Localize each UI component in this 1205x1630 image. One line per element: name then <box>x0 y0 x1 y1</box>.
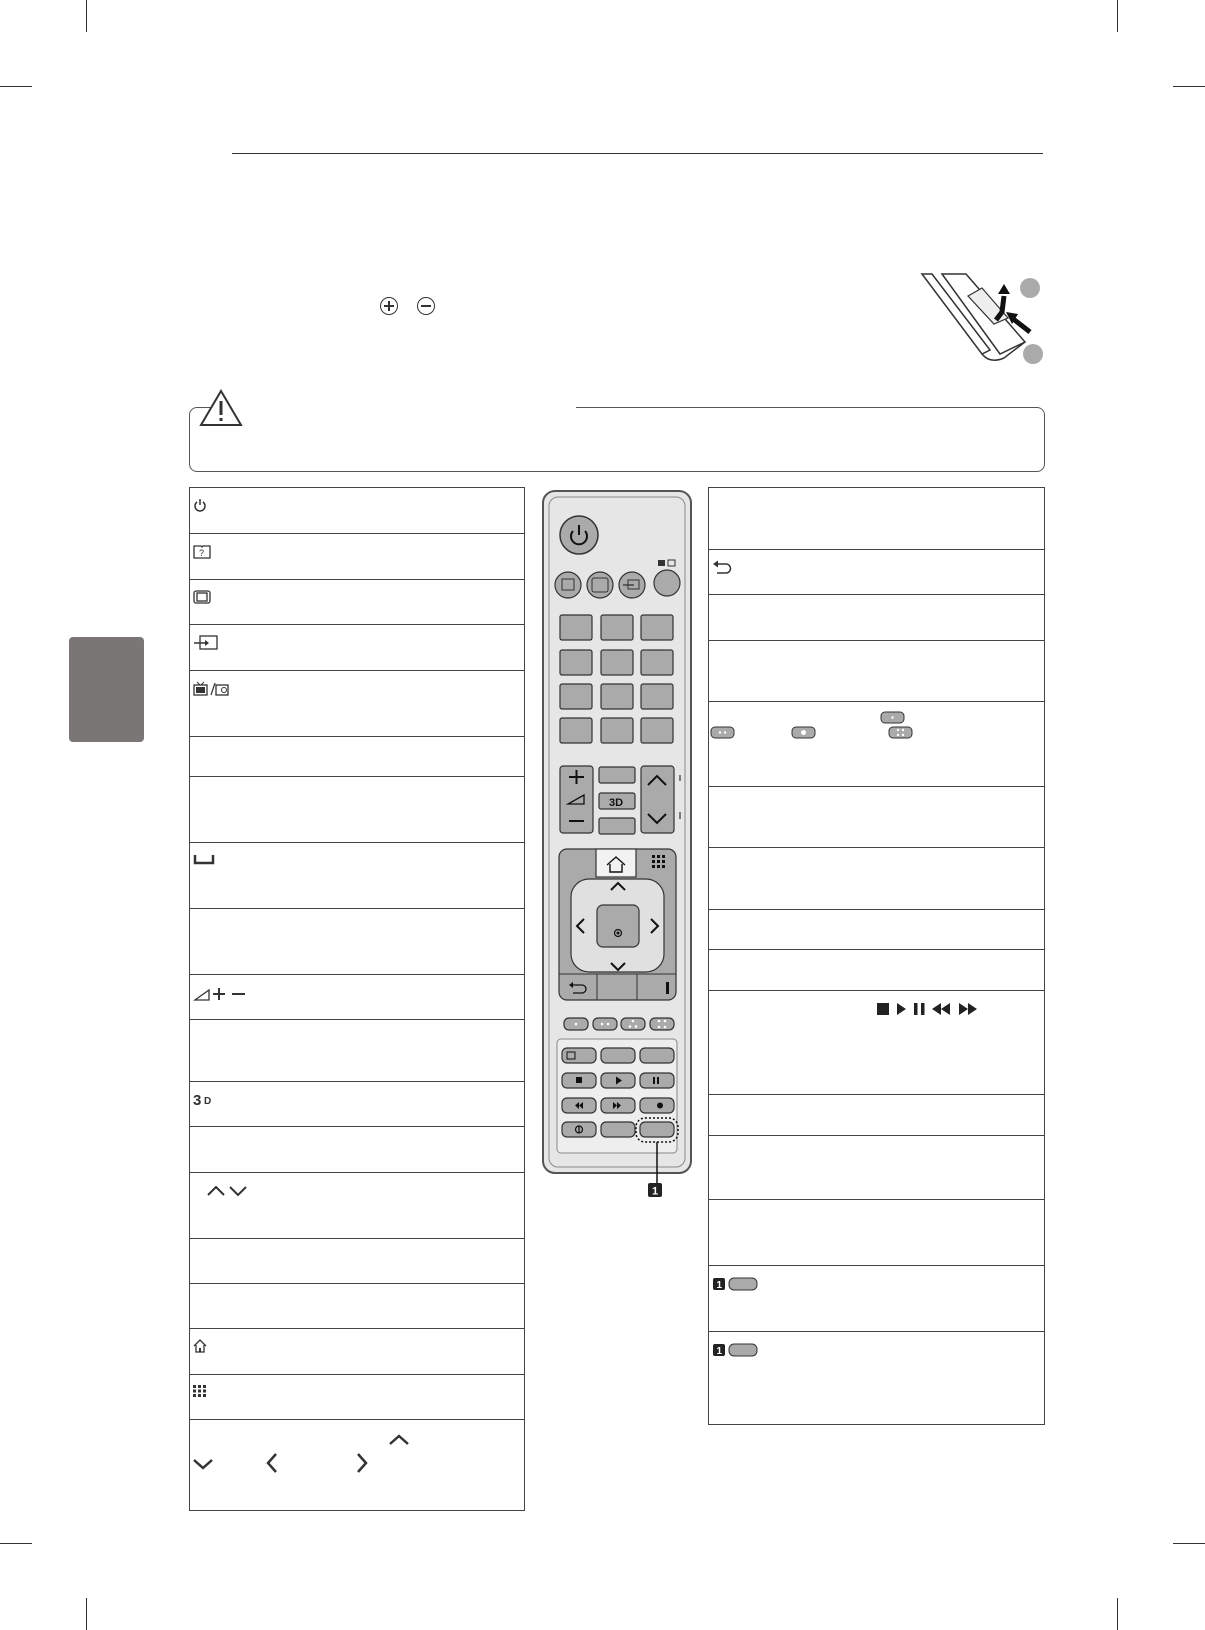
home-icon <box>193 1339 207 1353</box>
warning-triangle-icon <box>199 388 243 428</box>
playback-controls-icon <box>875 1001 1000 1017</box>
crop-mark <box>0 1543 32 1544</box>
crop-mark <box>1117 1598 1118 1630</box>
table-row <box>190 777 524 843</box>
table-row <box>190 1173 524 1239</box>
callout-badge <box>648 1183 662 1197</box>
table-row <box>709 641 1044 702</box>
table-row <box>190 1329 524 1375</box>
table-row <box>709 1266 1044 1332</box>
callout-1-key-icon <box>712 1276 762 1292</box>
table-row <box>709 848 1044 910</box>
table-row <box>709 1200 1044 1266</box>
space-icon <box>193 853 215 865</box>
svg-text:?: ? <box>199 548 205 558</box>
table-row <box>190 580 524 625</box>
ratio-icon <box>193 590 211 604</box>
table-row <box>190 671 524 737</box>
volume-plus-minus-icon <box>193 985 249 1003</box>
3d-icon <box>193 1092 219 1106</box>
chapter-tab <box>69 637 144 742</box>
header-rule <box>232 153 1043 154</box>
table-row <box>190 1127 524 1173</box>
remote-control-illustration <box>540 488 695 1188</box>
table-row <box>709 550 1044 595</box>
table-row <box>709 488 1044 550</box>
left-button-table <box>189 487 525 1511</box>
crop-mark <box>86 1598 87 1630</box>
input-icon <box>193 635 219 651</box>
svg-text:D: D <box>204 1096 212 1106</box>
tv-guide-icon <box>193 544 211 560</box>
caution-box-gap <box>230 406 576 410</box>
color-buttons-icon <box>709 710 929 740</box>
right-button-table <box>708 487 1045 1425</box>
table-row <box>190 975 524 1020</box>
minus-polarity-icon <box>417 297 435 315</box>
power-icon <box>193 498 207 512</box>
crop-mark <box>1173 86 1205 87</box>
table-row <box>190 1375 524 1420</box>
callout-label: 1 <box>652 1185 659 1197</box>
crop-mark <box>0 86 32 87</box>
crop-mark <box>1117 0 1118 32</box>
caution-box <box>189 407 1045 472</box>
table-row <box>190 1284 524 1329</box>
my-apps-icon <box>193 1385 207 1397</box>
table-row <box>190 843 524 909</box>
channel-up-down-icon <box>202 1183 262 1199</box>
callout-1-key-icon <box>712 1342 762 1358</box>
svg-text:3: 3 <box>193 1092 202 1106</box>
table-row <box>190 909 524 975</box>
table-row <box>190 488 524 534</box>
table-row <box>190 534 524 580</box>
battery-cover-illustration <box>920 272 1045 367</box>
navigation-arrows-icon <box>192 1428 417 1478</box>
table-row <box>190 737 524 777</box>
table-row <box>709 1332 1044 1426</box>
table-row <box>190 1420 524 1512</box>
svg-text:1: 1 <box>716 1346 723 1357</box>
crop-mark <box>1173 1543 1205 1544</box>
table-row <box>190 1082 524 1127</box>
table-row <box>190 1239 524 1284</box>
crop-mark <box>86 0 87 32</box>
back-icon <box>712 560 732 574</box>
table-row <box>709 1095 1044 1136</box>
table-row <box>709 595 1044 641</box>
table-row <box>709 910 1044 950</box>
table-row <box>709 1136 1044 1200</box>
svg-text:3D: 3D <box>609 797 624 809</box>
table-row <box>709 991 1044 1095</box>
table-row <box>709 950 1044 991</box>
table-row <box>709 702 1044 787</box>
table-row <box>709 787 1044 848</box>
plus-polarity-icon <box>380 297 398 315</box>
svg-text:1: 1 <box>716 1280 723 1291</box>
table-row <box>190 1020 524 1082</box>
tv-rad-icon <box>193 681 229 697</box>
table-row <box>190 625 524 671</box>
